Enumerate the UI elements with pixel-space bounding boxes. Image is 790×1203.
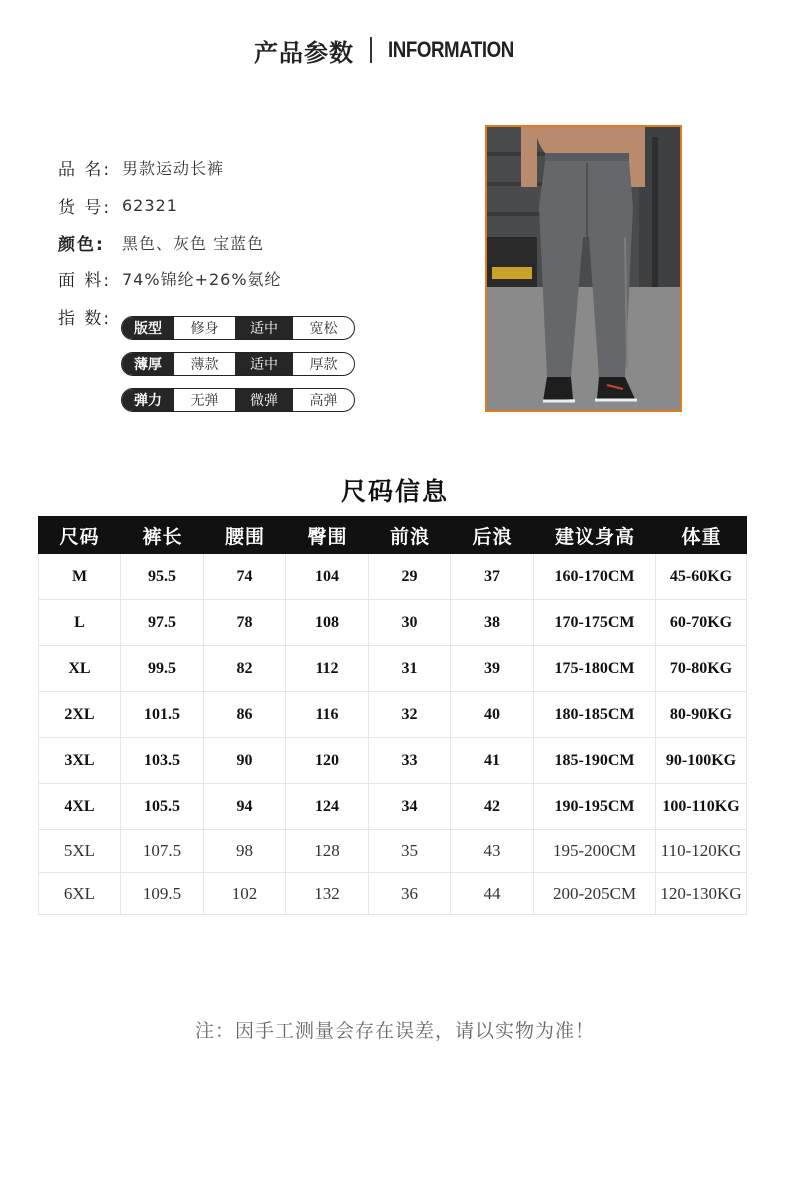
index-pill-thickness [121,352,355,376]
table-cell: 90 [204,738,286,783]
table-cell: 38 [451,600,534,645]
page-header [0,30,790,70]
index-pill-option: 薄款 [190,357,219,373]
size-info-title: 尺码信息 [340,477,449,506]
index-pill-title: 版型 [122,317,174,339]
table-cell: 37 [451,554,534,599]
table-cell: L [39,600,121,645]
table-cell: 107.5 [121,830,204,872]
table-cell: 80-90KG [669,705,733,723]
table-cell: 160-170CM [534,554,656,599]
table-cell: 6XL [39,873,121,914]
index-pill-option: 无弹 [190,393,219,409]
index-pill-option: 修身 [190,321,219,337]
table-row [39,873,746,915]
param-color-label: 颜色: [58,235,105,255]
table-row [39,830,746,873]
table-cell: 110-120KG [660,841,742,860]
table-cell: 74 [204,554,286,599]
table-row [39,738,746,784]
table-cell: 5XL [39,830,121,872]
table-cell: 116 [286,692,369,737]
param-sku-label: 货 号: [58,198,112,218]
table-cell: 40 [451,692,534,737]
table-cell: 60-70KG [669,613,733,631]
table-cell: 43 [451,830,534,872]
size-table-header [38,516,747,554]
table-cell: 86 [204,692,286,737]
size-table-header-cell: 建议身高 [554,525,635,548]
size-table-header-cell: 前浪 [389,525,430,548]
table-row [39,784,746,830]
table-cell: 41 [451,738,534,783]
table-cell: 102 [204,873,286,914]
table-cell: 30 [369,600,451,645]
index-pill-title: 薄厚 [122,353,174,375]
table-cell: 2XL [39,692,121,737]
table-cell: 120 [286,738,369,783]
table-cell: 78 [204,600,286,645]
table-cell: 99.5 [121,646,204,691]
measurement-note: 注：因手工测量会存在误差，请以实物为准！ [194,1020,595,1042]
param-color-row [58,230,264,255]
table-cell: 101.5 [121,692,204,737]
table-row [39,600,746,646]
table-cell: 109.5 [121,873,204,914]
param-fabric-row [58,266,282,291]
pants-model-image [487,127,680,410]
index-pill-option: 宽松 [309,321,338,337]
table-cell: 128 [286,830,369,872]
size-table-header-cell: 尺码 [59,525,100,548]
table-cell: 103.5 [121,738,204,783]
table-cell: 180-185CM [534,692,656,737]
table-cell: 36 [369,873,451,914]
param-sku-row [58,193,178,218]
index-pill-option: 厚款 [309,357,338,373]
param-index-label: 指 数: [58,309,112,329]
param-name-value: 男款运动长裤 [122,159,225,178]
param-sku-value: 62321 [122,196,178,215]
param-name-label: 品 名: [58,160,112,180]
index-pill-fit [121,316,355,340]
index-pill-option-selected: 微弹 [235,389,293,411]
table-cell: 97.5 [121,600,204,645]
table-cell: 105.5 [121,784,204,829]
table-cell: 32 [369,692,451,737]
table-cell: 94 [204,784,286,829]
index-pill-elasticity [121,388,355,412]
param-index-row [58,304,122,329]
param-color-value: 黑色、灰色 宝蓝色 [122,234,265,253]
size-table [38,516,747,915]
table-cell: 170-175CM [534,600,656,645]
table-cell: 82 [204,646,286,691]
table-cell: 185-190CM [534,738,656,783]
header-title-en: INFORMATION [387,37,514,62]
table-cell: 112 [286,646,369,691]
param-name-row [58,155,224,180]
size-table-header-cell: 臀围 [307,525,348,548]
table-row [39,646,746,692]
table-cell: 39 [451,646,534,691]
table-cell: 175-180CM [534,646,656,691]
param-fabric-label: 面 料: [58,271,112,291]
table-cell: 95.5 [121,554,204,599]
header-divider [370,37,372,63]
table-cell: 190-195CM [534,784,656,829]
table-cell: 31 [369,646,451,691]
table-cell: 34 [369,784,451,829]
table-cell: M [39,554,121,599]
table-cell: 108 [286,600,369,645]
table-cell: 45-60KG [669,567,733,585]
index-pill-title: 弹力 [122,389,174,411]
index-pill-option-selected: 适中 [235,353,293,375]
table-cell: 195-200CM [534,830,656,872]
table-cell: 44 [451,873,534,914]
table-cell: 124 [286,784,369,829]
param-fabric-value: 74%锦纶+26%氨纶 [122,270,282,289]
table-cell: 35 [369,830,451,872]
product-photo [485,125,682,412]
table-cell: 104 [286,554,369,599]
table-row [39,554,746,600]
table-cell: 4XL [39,784,121,829]
table-cell: 70-80KG [669,659,733,677]
table-cell: XL [39,646,121,691]
size-table-body [38,554,747,915]
size-table-header-cell: 后浪 [472,525,513,548]
table-cell: 120-130KG [660,883,742,903]
table-cell: 90-100KG [665,751,737,769]
table-cell: 100-110KG [662,797,740,815]
table-cell: 98 [204,830,286,872]
size-table-header-cell: 体重 [681,525,722,548]
table-cell: 33 [369,738,451,783]
table-cell: 132 [286,873,369,914]
table-row [39,692,746,738]
size-table-header-cell: 腰围 [224,525,265,548]
index-pill-option-selected: 适中 [235,317,293,339]
header-title-cn: 产品参数 [253,38,354,67]
index-pill-option: 高弹 [309,393,338,409]
size-table-header-cell: 裤长 [142,525,183,548]
table-cell: 200-205CM [534,873,656,914]
table-cell: 42 [451,784,534,829]
table-cell: 29 [369,554,451,599]
table-cell: 3XL [39,738,121,783]
